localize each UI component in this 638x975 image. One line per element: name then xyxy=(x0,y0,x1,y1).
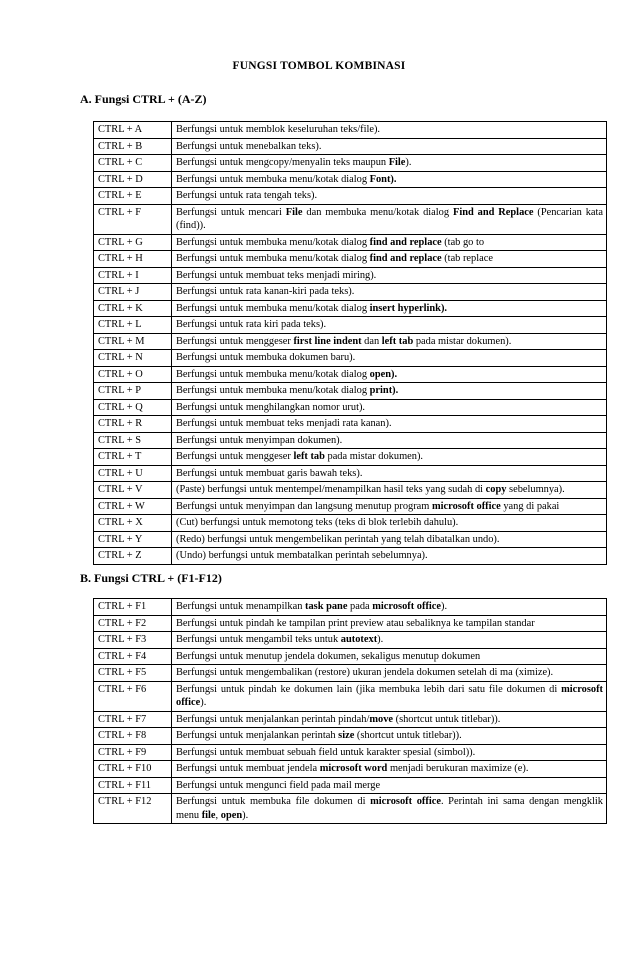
description-text: (Paste) berfungsi untuk mentempel/menampilkan hasil teks yang sudah di xyxy=(176,484,486,495)
table-row xyxy=(94,728,607,745)
table-row xyxy=(94,632,607,649)
description-text: ). xyxy=(377,634,384,645)
shortcut-description xyxy=(172,122,607,139)
shortcut-description xyxy=(172,711,607,728)
bold-term: microsoft office xyxy=(431,500,501,512)
table-row xyxy=(94,794,607,824)
ctrl-f1-f12-table xyxy=(93,598,607,824)
description-text: (shortcut untuk titlebar)). xyxy=(393,713,501,725)
table-row xyxy=(94,515,607,532)
shortcut-key: CTRL + F xyxy=(94,204,172,234)
table-row xyxy=(94,333,607,350)
description-text: Berfungsi untuk menjalankan perintah pindah/ xyxy=(176,713,370,725)
description-text: Berfungsi untuk menggeser xyxy=(176,451,294,462)
bold-term: microsoft office xyxy=(176,683,603,708)
description-text: Berfungsi untuk pindah ke tampilan print preview atau sebaliknya ke tampilan standar xyxy=(176,617,535,629)
shortcut-description xyxy=(172,155,607,172)
shortcut-key: CTRL + F7 xyxy=(94,711,172,728)
table-row xyxy=(94,350,607,367)
table-row xyxy=(94,416,607,433)
description-text: Berfungsi untuk menyimpan dokumen). xyxy=(176,434,343,446)
description-text: Berfungsi untuk membuka menu/kotak dialog xyxy=(176,302,370,314)
shortcut-description xyxy=(172,317,607,334)
table-row xyxy=(94,234,607,251)
description-text: (Pencarian kata (find)). xyxy=(176,206,604,231)
bold-term: File xyxy=(285,206,303,218)
description-text: pada xyxy=(347,601,373,612)
description-text: Berfungsi untuk membuat garis bawah teks). xyxy=(176,467,363,479)
description-text: Berfungsi untuk mengcopy/menyalin teks maupun xyxy=(176,157,389,168)
shortcut-description xyxy=(172,665,607,682)
shortcut-description xyxy=(172,366,607,383)
description-text: Berfungsi untuk membuat sebuah field untuk karakter spesial (simbol)). xyxy=(176,746,476,758)
table-row xyxy=(94,482,607,499)
table-row xyxy=(94,188,607,205)
table-row xyxy=(94,399,607,416)
shortcut-description xyxy=(172,515,607,532)
description-text: Berfungsi untuk menggeser xyxy=(176,335,294,347)
shortcut-description xyxy=(172,399,607,416)
ctrl-a-z-table xyxy=(93,121,607,565)
description-text: dan xyxy=(361,335,382,347)
shortcut-description xyxy=(172,251,607,268)
shortcut-description xyxy=(172,300,607,317)
shortcut-key: CTRL + F3 xyxy=(94,632,172,649)
description-text: (Undo) berfungsi untuk membatalkan perintah sebelumnya). xyxy=(176,550,428,561)
description-text: sebelumnya). xyxy=(506,484,565,495)
shortcut-description xyxy=(172,449,607,466)
table-row xyxy=(94,599,607,616)
shortcut-description xyxy=(172,615,607,632)
description-text: ). xyxy=(405,157,412,168)
description-text: Berfungsi untuk menjalankan perintah xyxy=(176,730,339,741)
description-text: Berfungsi untuk membuka menu/kotak dialog xyxy=(176,173,370,185)
shortcut-description xyxy=(172,284,607,301)
shortcut-key: CTRL + V xyxy=(94,482,172,499)
bold-term: left tab xyxy=(381,335,414,347)
description-text: ). xyxy=(242,809,249,821)
shortcut-description xyxy=(172,138,607,155)
shortcut-description xyxy=(172,267,607,284)
description-text: Berfungsi untuk membuka menu/kotak dialog xyxy=(176,385,370,396)
description-text: Berfungsi untuk membuka menu/kotak dialog xyxy=(176,253,370,264)
description-text: Berfungsi untuk menghilangkan nomor urut). xyxy=(176,401,366,413)
page-title: FUNGSI TOMBOL KOMBINASI xyxy=(232,60,406,72)
bold-term: copy xyxy=(485,484,507,495)
description-text: pada mistar dokumen). xyxy=(413,335,512,347)
description-text: (Cut) berfungsi untuk memotong teks (teks di blok terlebih dahulu). xyxy=(176,517,459,528)
shortcut-description xyxy=(172,350,607,367)
description-text: Berfungsi untuk rata kiri pada teks). xyxy=(176,319,327,330)
table-row xyxy=(94,284,607,301)
description-text: Berfungsi untuk membuka menu/kotak dialog xyxy=(176,236,370,248)
shortcut-key: CTRL + N xyxy=(94,350,172,367)
shortcut-description xyxy=(172,204,607,234)
shortcut-description xyxy=(172,728,607,745)
shortcut-key: CTRL + E xyxy=(94,188,172,205)
description-text: Berfungsi untuk membuat teks menjadi rata kanan). xyxy=(176,418,392,429)
bold-term: print). xyxy=(369,385,399,396)
description-text: Berfungsi untuk mengembalikan (restore) ukuran jendela dokumen setelah di ma (ximize). xyxy=(176,667,554,678)
shortcut-key: CTRL + H xyxy=(94,251,172,268)
shortcut-description xyxy=(172,432,607,449)
shortcut-key: CTRL + F8 xyxy=(94,728,172,745)
table-row xyxy=(94,432,607,449)
section-b-heading: B. Fungsi CTRL + (F1-F12) xyxy=(80,571,222,585)
table-row xyxy=(94,531,607,548)
shortcut-key: CTRL + M xyxy=(94,333,172,350)
shortcut-description xyxy=(172,531,607,548)
bold-term: file xyxy=(201,809,216,821)
description-text: Berfungsi untuk memblok keseluruhan teks/file). xyxy=(176,124,381,135)
shortcut-description xyxy=(172,794,607,824)
shortcut-key: CTRL + O xyxy=(94,366,172,383)
description-text: Berfungsi untuk membuat jendela xyxy=(176,763,320,774)
shortcut-description xyxy=(172,416,607,433)
description-text: Berfungsi untuk menutup jendela dokumen, sekaligus menutup dokumen xyxy=(176,650,481,662)
description-text: (tab go to xyxy=(441,236,485,248)
table-row xyxy=(94,548,607,565)
shortcut-key: CTRL + J xyxy=(94,284,172,301)
table-row xyxy=(94,449,607,466)
bold-term: microsoft office xyxy=(370,796,441,807)
bold-term: first line indent xyxy=(293,335,362,347)
table-row xyxy=(94,777,607,794)
table-row xyxy=(94,122,607,139)
table-row xyxy=(94,300,607,317)
shortcut-description xyxy=(172,188,607,205)
bold-term: left tab xyxy=(293,451,325,462)
section-a-heading: A. Fungsi CTRL + (A-Z) xyxy=(80,92,207,106)
description-text: yang di pakai xyxy=(500,500,560,512)
shortcut-key: CTRL + D xyxy=(94,171,172,188)
table-row xyxy=(94,681,607,711)
shortcut-key: CTRL + F12 xyxy=(94,794,172,824)
bold-term: microsoft word xyxy=(319,763,388,774)
shortcut-key: CTRL + F4 xyxy=(94,648,172,665)
table-row xyxy=(94,498,607,515)
table-row xyxy=(94,267,607,284)
table-row xyxy=(94,204,607,234)
shortcut-key: CTRL + F2 xyxy=(94,615,172,632)
table-row xyxy=(94,366,607,383)
description-text: Berfungsi untuk mengunci field pada mail merge xyxy=(176,779,381,791)
description-text: menjadi berukuran maximize (e). xyxy=(387,763,529,774)
shortcut-key: CTRL + F1 xyxy=(94,599,172,616)
shortcut-description xyxy=(172,599,607,616)
table-row xyxy=(94,155,607,172)
bold-term: microsoft office xyxy=(372,601,442,612)
shortcut-key: CTRL + F5 xyxy=(94,665,172,682)
shortcut-description xyxy=(172,632,607,649)
shortcut-description xyxy=(172,171,607,188)
bold-term: find and replace xyxy=(369,253,442,264)
description-text: Berfungsi untuk menampilkan xyxy=(176,601,305,612)
bold-term: open xyxy=(220,809,243,821)
bold-term: Find and Replace xyxy=(452,206,534,218)
shortcut-key: CTRL + K xyxy=(94,300,172,317)
description-text: Berfungsi untuk menebalkan teks). xyxy=(176,140,322,152)
table-row xyxy=(94,711,607,728)
description-text: Berfungsi untuk membuka menu/kotak dialog xyxy=(176,368,370,380)
description-text: Berfungsi untuk mencari xyxy=(176,206,286,218)
shortcut-key: CTRL + Z xyxy=(94,548,172,565)
description-text: Berfungsi untuk rata tengah teks). xyxy=(176,190,318,201)
table-row xyxy=(94,465,607,482)
shortcut-description xyxy=(172,234,607,251)
shortcut-description xyxy=(172,548,607,565)
description-text: pada mistar dokumen). xyxy=(324,451,424,462)
shortcut-key: CTRL + R xyxy=(94,416,172,433)
description-text: Berfungsi untuk membuka file dokumen di xyxy=(176,796,371,807)
description-text: (tab replace xyxy=(441,253,493,264)
shortcut-key: CTRL + F9 xyxy=(94,744,172,761)
shortcut-description xyxy=(172,681,607,711)
description-text: (shortcut untuk titlebar)). xyxy=(354,730,462,741)
description-text: dan membuka menu/kotak dialog xyxy=(302,206,453,218)
description-text: ). xyxy=(441,601,448,612)
description-text: Berfungsi untuk menyimpan dan langsung menutup program xyxy=(176,500,432,512)
shortcut-key: CTRL + P xyxy=(94,383,172,400)
shortcut-key: CTRL + G xyxy=(94,234,172,251)
shortcut-description xyxy=(172,648,607,665)
table-row xyxy=(94,383,607,400)
table-row xyxy=(94,744,607,761)
bold-term: File xyxy=(388,157,406,168)
shortcut-key: CTRL + Q xyxy=(94,399,172,416)
bold-term: open). xyxy=(369,368,398,380)
shortcut-key: CTRL + I xyxy=(94,267,172,284)
table-row xyxy=(94,615,607,632)
shortcut-key: CTRL + U xyxy=(94,465,172,482)
bold-term: insert hyperlink). xyxy=(369,302,447,314)
bold-term: task pane xyxy=(305,601,348,612)
description-text: Berfungsi untuk pindah ke dokumen lain (jika membuka lebih dari satu file dokumen di xyxy=(176,683,562,695)
bold-term: Font). xyxy=(369,173,397,185)
shortcut-description xyxy=(172,383,607,400)
description-text: Berfungsi untuk membuat teks menjadi miring). xyxy=(176,269,377,281)
shortcut-key: CTRL + T xyxy=(94,449,172,466)
shortcut-key: CTRL + Y xyxy=(94,531,172,548)
shortcut-key: CTRL + C xyxy=(94,155,172,172)
bold-term: find and replace xyxy=(369,236,442,248)
shortcut-description xyxy=(172,498,607,515)
table-row xyxy=(94,317,607,334)
bold-term: autotext xyxy=(340,634,378,645)
shortcut-description xyxy=(172,482,607,499)
shortcut-description xyxy=(172,465,607,482)
bold-term: size xyxy=(338,730,355,741)
table-row xyxy=(94,648,607,665)
shortcut-key: CTRL + F6 xyxy=(94,681,172,711)
shortcut-description xyxy=(172,777,607,794)
table-row xyxy=(94,761,607,778)
description-text: Berfungsi untuk membuka dokumen baru). xyxy=(176,352,356,363)
shortcut-key: CTRL + A xyxy=(94,122,172,139)
description-text: (Redo) berfungsi untuk mengembelikan perintah yang telah dibatalkan undo). xyxy=(176,533,500,545)
description-text: . Perintah ini sama dengan mengklik menu xyxy=(176,796,603,821)
description-text: Berfungsi untuk rata kanan-kiri pada teks). xyxy=(176,286,355,297)
description-text: Berfungsi untuk mengambil teks untuk xyxy=(176,634,341,645)
table-row xyxy=(94,171,607,188)
shortcut-key: CTRL + B xyxy=(94,138,172,155)
shortcut-key: CTRL + F10 xyxy=(94,761,172,778)
shortcut-description xyxy=(172,333,607,350)
table-row xyxy=(94,665,607,682)
shortcut-key: CTRL + W xyxy=(94,498,172,515)
bold-term: move xyxy=(369,713,394,725)
shortcut-description xyxy=(172,744,607,761)
shortcut-key: CTRL + L xyxy=(94,317,172,334)
description-text: ). xyxy=(200,697,207,708)
shortcut-key: CTRL + F11 xyxy=(94,777,172,794)
description-text: , xyxy=(215,809,221,821)
shortcut-key: CTRL + X xyxy=(94,515,172,532)
shortcut-key: CTRL + S xyxy=(94,432,172,449)
table-row xyxy=(94,138,607,155)
table-row xyxy=(94,251,607,268)
shortcut-description xyxy=(172,761,607,778)
